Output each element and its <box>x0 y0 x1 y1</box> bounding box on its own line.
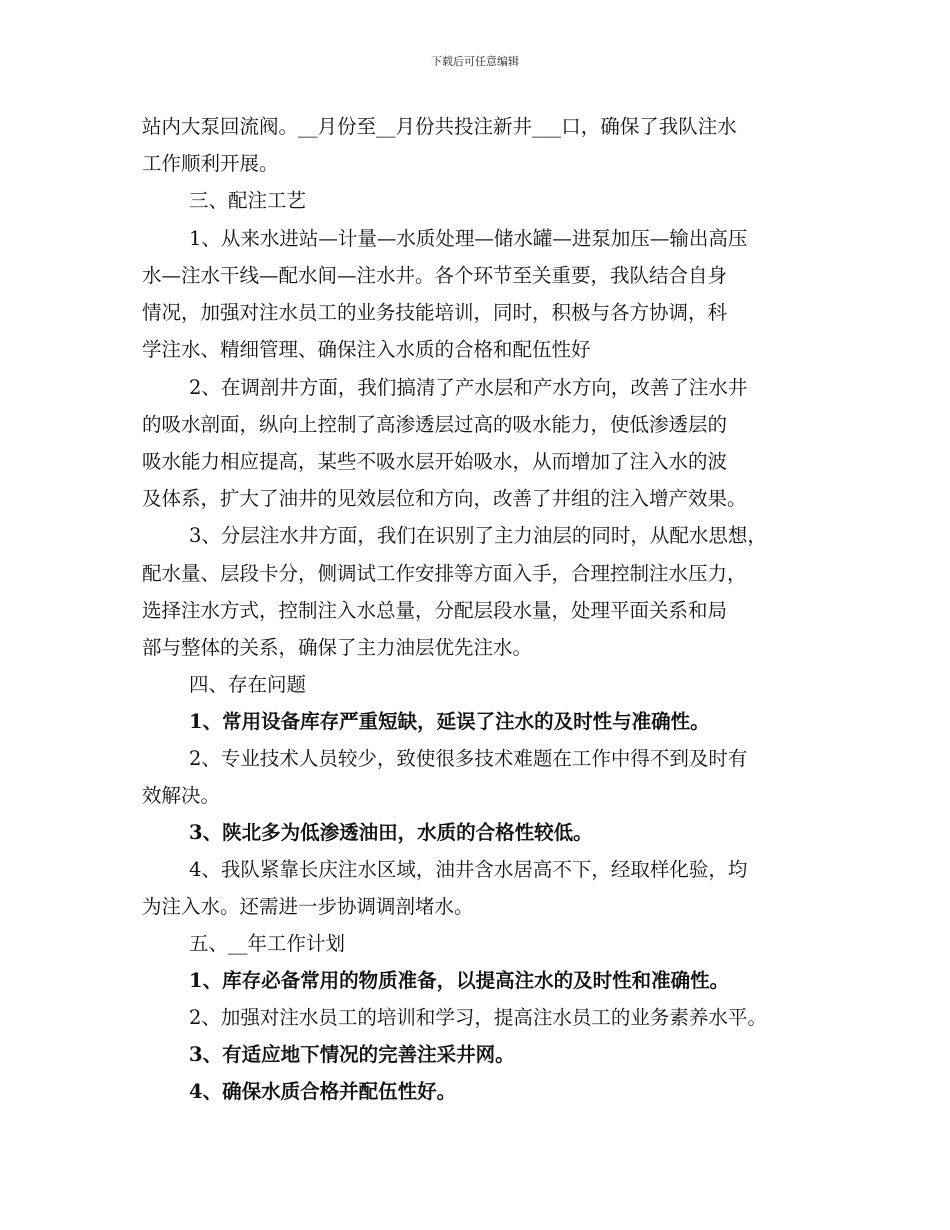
text-line: 水—注水干线—配水间—注水井。各个环节至关重要，我队结合自身 <box>142 264 728 287</box>
text-line: 及体系，扩大了油井的见效层位和方向，改善了井组的注入增产效果。 <box>142 487 747 510</box>
text-line: 1、从来水进站—计量—水质处理—储水罐—进泵加压—输出高压 <box>189 227 748 250</box>
text-line: 学注水、精细管理、确保注入水质的合格和配伍性好 <box>142 338 591 361</box>
text-line: 2、在调剖井方面，我们搞清了产水层和产水方向，改善了注水井 <box>189 376 748 399</box>
text-line: 情况，加强对注水员工的业务技能培训，同时，积极与各方协调，科 <box>142 301 728 324</box>
text-line-bold: 4、确保水质合格并配伍性好。 <box>189 1080 457 1103</box>
text-line-bold: 3、陕北多为低渗透油田，水质的合格性较低。 <box>189 821 593 844</box>
text-line: 选择注水方式，控制注入水总量，分配层段水量，处理平面关系和局 <box>142 599 728 622</box>
text-line: 部与整体的关系，确保了主力油层优先注水。 <box>142 636 533 659</box>
text-line: 配水量、层段卡分，侧调试工作安排等方面入手，合理控制注水压力， <box>142 562 747 585</box>
text-line: 2、加强对注水员工的培训和学习，提高注水员工的业务素养水平。 <box>189 1006 767 1029</box>
text-line: 4、我队紧靠长庆注水区域，油井含水居高不下，经取样化验，均 <box>189 858 748 881</box>
text-line-bold: 1、库存必备常用的物质准备，以提高注水的及时性和准确性。 <box>189 969 730 992</box>
text-line: 3、分层注水井方面，我们在识别了主力油层的同时，从配水思想， <box>189 524 767 547</box>
text-line: 的吸水剖面，纵向上控制了高渗透层过高的吸水能力，使低渗透层的 <box>142 413 728 436</box>
text-line-bold: 1、常用设备库存严重短缺，延误了注水的及时性与准确性。 <box>189 710 710 733</box>
section-heading: 四、存在问题 <box>189 673 307 696</box>
text-line-bold: 3、有适应地下情况的完善注采井网。 <box>189 1043 515 1066</box>
text-line: 工作顺利开展。 <box>142 152 279 175</box>
text-line: 效解决。 <box>142 784 221 807</box>
section-heading: 五、__年工作计划 <box>189 932 346 955</box>
text-line: 为注入水。还需进一步协调调剖堵水。 <box>142 895 474 918</box>
text-line: 站内大泵回流阀。__月份至__月份共投注新井___口，确保了我队注水 <box>142 115 737 138</box>
section-heading: 三、配注工艺 <box>189 189 307 212</box>
text-line: 2、专业技术人员较少，致使很多技术难题在工作中得不到及时有 <box>189 747 748 770</box>
text-line: 吸水能力相应提高，某些不吸水层开始吸水，从而增加了注入水的波 <box>142 450 728 473</box>
page-header: 下载后可任意编辑 <box>431 55 519 68</box>
